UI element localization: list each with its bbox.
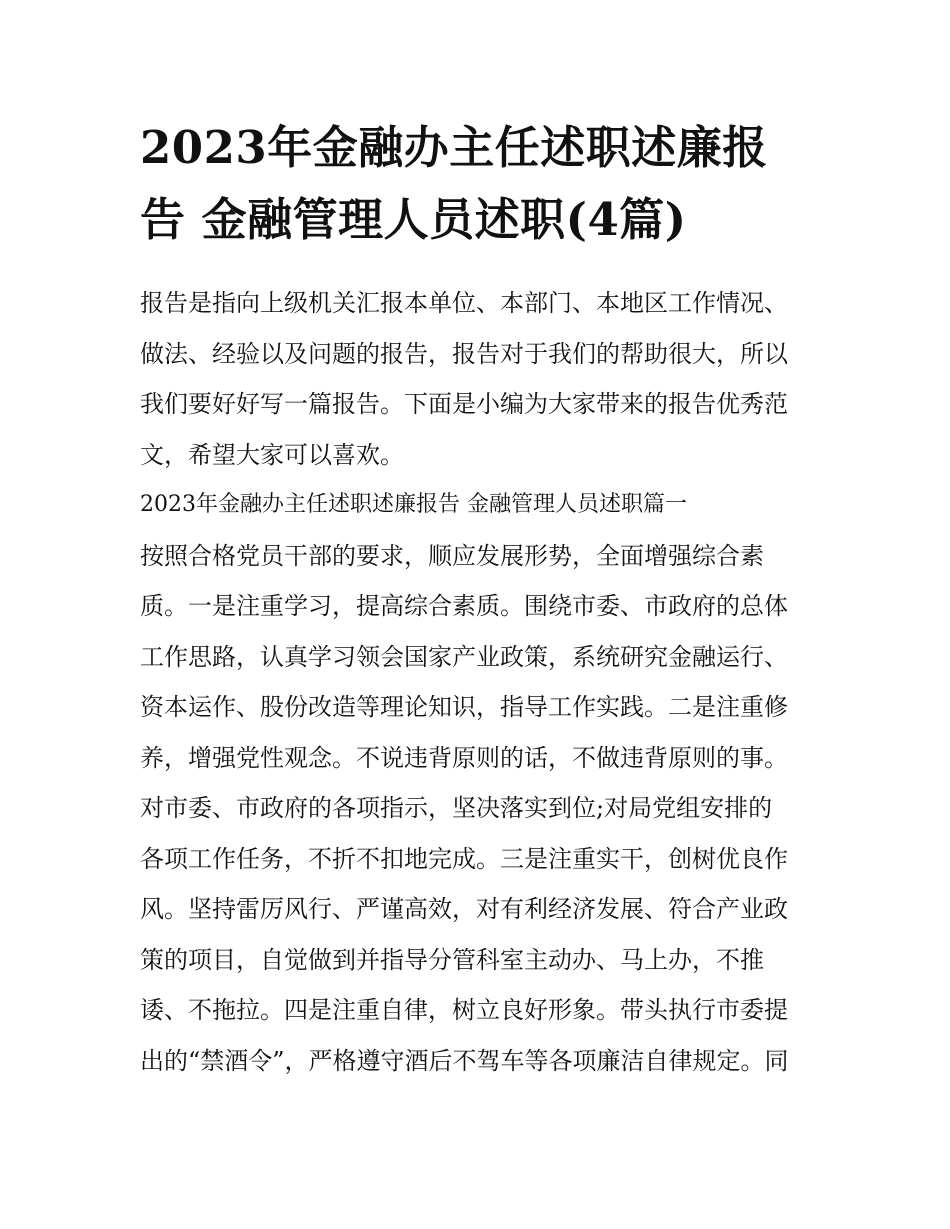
section-line: 各项工作任务，不折不扣地完成。三是注重实干，创树优良作 bbox=[140, 844, 788, 873]
section-heading: 2023年金融办主任述职述廉报告 金融管理人员述职篇一 bbox=[140, 492, 687, 517]
section-line: 资本运作、股份改造等理论知识，指导工作实践。二是注重修 bbox=[140, 693, 788, 721]
intro-line: 报告是指向上级机关汇报本单位、本部门、本地区工作情况、 bbox=[140, 289, 788, 317]
section-line: 出的“禁酒令”，严格遵守酒后不驾车等各项廉洁自律规定。同 bbox=[140, 1046, 789, 1075]
intro-line: 做法、经验以及问题的报告，报告对于我们的帮助很大，所以 bbox=[140, 339, 788, 368]
intro-line: 文，希望大家可以喜欢。 bbox=[140, 440, 404, 469]
section-line: 质。一是注重学习，提高综合素质。围绕市委、市政府的总体 bbox=[140, 592, 788, 620]
section-line: 诿、不拖拉。四是注重自律，树立良好形象。带头执行市委提 bbox=[140, 996, 788, 1024]
intro-line: 我们要好好写一篇报告。下面是小编为大家带来的报告优秀范 bbox=[140, 390, 788, 418]
section-line: 按照合格党员干部的要求，顺应发展形势，全面增强综合素 bbox=[140, 541, 764, 570]
section-line: 养，增强党性观念。不说违背原则的话，不做违背原则的事。 bbox=[140, 743, 788, 772]
title-line-2: 告 金融管理人员述职(4篇) bbox=[140, 193, 687, 246]
section-line: 对市委、市政府的各项指示，坚决落实到位;对局党组安排的 bbox=[140, 794, 773, 822]
section-line: 策的项目，自觉做到并指导分管科室主动办、马上办，不推 bbox=[140, 945, 764, 974]
document-title bbox=[140, 112, 820, 256]
title-line-1: 2023年金融办主任述职述廉报 bbox=[140, 121, 768, 174]
section-line: 风。坚持雷厉风行、严谨高效，对有利经济发展、符合产业政 bbox=[140, 895, 788, 923]
document-body bbox=[140, 278, 820, 1086]
section-line: 工作思路，认真学习领会国家产业政策，系统研究金融运行、 bbox=[140, 642, 788, 671]
